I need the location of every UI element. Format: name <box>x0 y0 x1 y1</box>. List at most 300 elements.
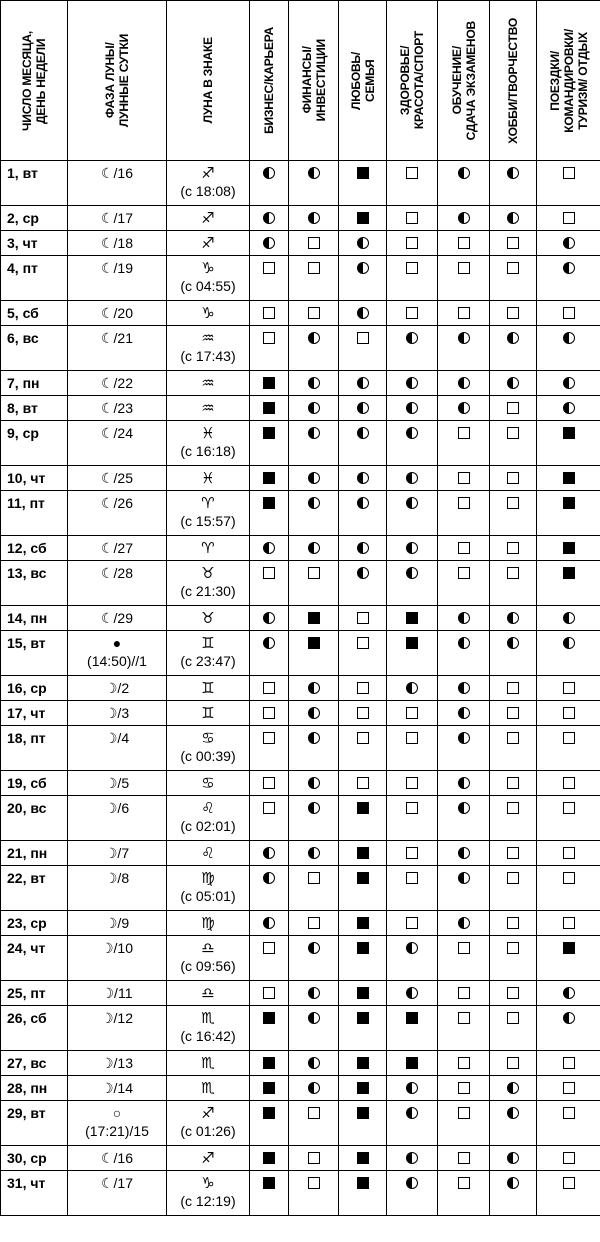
moon-phase-cell <box>68 466 167 491</box>
moon-phase-cell <box>68 701 167 726</box>
yin-yang-icon <box>263 542 275 554</box>
yin-yang-icon <box>308 987 320 999</box>
zodiac-sign-icon: ♐ <box>201 209 215 227</box>
rating-cell <box>250 536 289 561</box>
rating-cell <box>387 161 438 206</box>
empty-square-icon <box>458 1107 470 1119</box>
zodiac-sign-icon: ♎ <box>201 939 215 957</box>
zodiac-sign-icon: ♊ <box>201 634 215 652</box>
empty-square-icon <box>563 707 575 719</box>
rating-cell <box>387 1101 438 1146</box>
rating-cell <box>250 676 289 701</box>
header-finance-cell <box>289 1 339 161</box>
rating-cell <box>250 491 289 536</box>
moon-sign-cell <box>167 371 250 396</box>
empty-square-icon <box>507 472 519 484</box>
rating-cell <box>490 231 537 256</box>
rating-cell <box>289 1171 339 1216</box>
yin-yang-icon <box>308 942 320 954</box>
rating-cell <box>490 676 537 701</box>
yin-yang-icon <box>357 237 369 249</box>
rating-cell <box>387 561 438 606</box>
table-row <box>1 1146 600 1171</box>
rating-cell <box>250 206 289 231</box>
rating-cell <box>250 396 289 421</box>
day-cell: 30, ср <box>1 1146 68 1171</box>
yin-yang-icon <box>308 1057 320 1069</box>
moon-sign-cell <box>167 676 250 701</box>
rating-cell <box>438 491 490 536</box>
zodiac-sign-icon: ♒ <box>201 399 215 417</box>
table-row <box>1 771 600 796</box>
zodiac-sign-icon: ♉ <box>201 609 215 627</box>
yin-yang-icon <box>458 377 470 389</box>
moon-sign-cell <box>167 206 250 231</box>
rating-cell <box>387 1171 438 1216</box>
yin-yang-icon <box>406 332 418 344</box>
moon-sign-cell <box>167 1101 250 1146</box>
rating-cell <box>339 231 387 256</box>
empty-square-icon <box>507 427 519 439</box>
rating-cell <box>537 371 600 396</box>
empty-square-icon <box>357 707 369 719</box>
rating-cell <box>339 466 387 491</box>
moon-phase-cell <box>68 936 167 981</box>
empty-square-icon <box>308 1177 320 1189</box>
moon-phase-text: ○ <box>112 1105 122 1121</box>
moon-sign-cell <box>167 536 250 561</box>
moon-phase-text: ☽/14 <box>100 1080 133 1096</box>
yin-yang-icon <box>308 497 320 509</box>
zodiac-sign-icon: ♋ <box>201 729 215 747</box>
rating-cell <box>289 676 339 701</box>
rating-cell <box>387 256 438 301</box>
rating-cell <box>339 326 387 371</box>
zodiac-sign-icon: ♍ <box>201 869 215 887</box>
rating-cell <box>250 1101 289 1146</box>
moon-phase-cell <box>68 206 167 231</box>
empty-square-icon <box>406 237 418 249</box>
day-cell: 10, чт <box>1 466 68 491</box>
rating-cell <box>339 396 387 421</box>
empty-square-icon <box>308 567 320 579</box>
rating-cell <box>339 536 387 561</box>
yin-yang-icon <box>308 167 320 179</box>
rating-cell <box>490 561 537 606</box>
black-square-icon <box>563 427 575 439</box>
moon-phase-cell <box>68 1101 167 1146</box>
moon-sign-cell <box>167 936 250 981</box>
rating-cell <box>490 206 537 231</box>
rating-cell <box>537 701 600 726</box>
empty-square-icon <box>406 262 418 274</box>
table-row <box>1 326 600 371</box>
rating-cell <box>438 301 490 326</box>
rating-cell <box>250 1051 289 1076</box>
empty-square-icon <box>458 472 470 484</box>
rating-cell <box>438 701 490 726</box>
moon-phase-cell <box>68 1076 167 1101</box>
yin-yang-icon <box>263 612 275 624</box>
moon-phase-cell <box>68 161 167 206</box>
yin-yang-icon <box>458 212 470 224</box>
rating-cell <box>438 371 490 396</box>
rating-cell <box>537 161 600 206</box>
rating-cell <box>339 491 387 536</box>
yin-yang-icon <box>406 542 418 554</box>
rating-cell <box>490 466 537 491</box>
moon-phase-cell <box>68 301 167 326</box>
empty-square-icon <box>563 682 575 694</box>
moon-phase-cell <box>68 771 167 796</box>
rating-cell <box>339 841 387 866</box>
zodiac-sign-icon: ♓ <box>201 424 215 442</box>
rating-cell <box>339 421 387 466</box>
moon-phase-text: ☾/16 <box>100 165 133 181</box>
yin-yang-icon <box>308 1012 320 1024</box>
rating-cell <box>387 936 438 981</box>
rating-cell <box>289 1101 339 1146</box>
empty-square-icon <box>458 942 470 954</box>
day-cell: 29, вт <box>1 1101 68 1146</box>
moon-phase-text: ☾/22 <box>100 375 133 391</box>
empty-square-icon <box>563 917 575 929</box>
empty-square-icon <box>357 637 369 649</box>
moon-phase-text: ☽/6 <box>104 800 130 816</box>
rating-cell <box>537 1171 600 1216</box>
rating-cell <box>339 301 387 326</box>
rating-cell <box>250 606 289 631</box>
day-cell: 7, пн <box>1 371 68 396</box>
empty-square-icon <box>357 732 369 744</box>
header-day-cell <box>1 1 68 161</box>
rating-cell <box>490 301 537 326</box>
rating-cell <box>387 326 438 371</box>
table-row <box>1 841 600 866</box>
rating-cell <box>387 1076 438 1101</box>
empty-square-icon <box>507 847 519 859</box>
rating-cell <box>289 536 339 561</box>
empty-square-icon <box>458 1012 470 1024</box>
empty-square-icon <box>406 777 418 789</box>
moon-phase-text: ☽/3 <box>104 705 130 721</box>
rating-cell <box>387 841 438 866</box>
yin-yang-icon <box>308 732 320 744</box>
rating-cell <box>289 866 339 911</box>
rating-cell <box>250 796 289 841</box>
empty-square-icon <box>406 707 418 719</box>
empty-square-icon <box>563 847 575 859</box>
empty-square-icon <box>507 942 519 954</box>
zodiac-sign-icon: ♐ <box>201 164 215 182</box>
yin-yang-icon <box>357 472 369 484</box>
moon-phase-text: ☾/27 <box>100 540 133 556</box>
rating-cell <box>339 796 387 841</box>
rating-cell <box>339 911 387 936</box>
day-cell: 12, сб <box>1 536 68 561</box>
black-square-icon <box>357 1152 369 1164</box>
header-moon-phase: ФАЗА ЛУНЫ/ ЛУННЫЕ СУТКИ <box>103 33 131 128</box>
day-cell: 26, сб <box>1 1006 68 1051</box>
moon-phase-text: ☽/8 <box>104 870 130 886</box>
rating-cell <box>490 726 537 771</box>
moon-sign-cell <box>167 326 250 371</box>
day-cell: 28, пн <box>1 1076 68 1101</box>
empty-square-icon <box>406 847 418 859</box>
yin-yang-icon <box>458 802 470 814</box>
moon-phase-cell <box>68 981 167 1006</box>
rating-cell <box>289 771 339 796</box>
empty-square-icon <box>406 802 418 814</box>
moon-sign-cell <box>167 866 250 911</box>
rating-cell <box>250 326 289 371</box>
empty-square-icon <box>563 1177 575 1189</box>
rating-cell <box>387 1146 438 1171</box>
moon-phase-cell <box>68 796 167 841</box>
zodiac-sign-icon: ♊ <box>201 679 215 697</box>
empty-square-icon <box>458 307 470 319</box>
day-cell: 13, вс <box>1 561 68 606</box>
empty-square-icon <box>458 1177 470 1189</box>
rating-cell <box>289 491 339 536</box>
rating-cell <box>438 326 490 371</box>
empty-square-icon <box>406 167 418 179</box>
moon-phase-cell <box>68 326 167 371</box>
yin-yang-icon <box>507 167 519 179</box>
empty-square-icon <box>263 332 275 344</box>
rating-cell <box>250 161 289 206</box>
table-row <box>1 396 600 421</box>
rating-cell <box>537 631 600 676</box>
rating-cell <box>490 841 537 866</box>
day-cell: 8, вт <box>1 396 68 421</box>
empty-square-icon <box>263 777 275 789</box>
day-cell: 16, ср <box>1 676 68 701</box>
rating-cell <box>490 326 537 371</box>
rating-cell <box>250 981 289 1006</box>
yin-yang-icon <box>263 872 275 884</box>
moon-phase-cell <box>68 561 167 606</box>
rating-cell <box>289 701 339 726</box>
rating-cell <box>289 396 339 421</box>
rating-cell <box>289 1146 339 1171</box>
table-row <box>1 1171 600 1216</box>
black-square-icon <box>357 1177 369 1189</box>
rating-cell <box>250 561 289 606</box>
rating-cell <box>537 1101 600 1146</box>
rating-cell <box>537 1006 600 1051</box>
day-cell: 24, чт <box>1 936 68 981</box>
rating-cell <box>490 1101 537 1146</box>
empty-square-icon <box>406 872 418 884</box>
empty-square-icon <box>308 237 320 249</box>
empty-square-icon <box>507 1012 519 1024</box>
empty-square-icon <box>263 987 275 999</box>
rating-cell <box>339 371 387 396</box>
moon-sign-time: (с 23:47) <box>180 653 236 669</box>
rating-cell <box>438 161 490 206</box>
yin-yang-icon <box>263 212 275 224</box>
rating-cell <box>438 1146 490 1171</box>
black-square-icon <box>406 1012 418 1024</box>
moon-phase-text: ● <box>112 635 122 651</box>
rating-cell <box>490 1146 537 1171</box>
rating-cell <box>339 256 387 301</box>
empty-square-icon <box>563 1057 575 1069</box>
rating-cell <box>537 936 600 981</box>
yin-yang-icon <box>406 427 418 439</box>
moon-phase-text: ☽/9 <box>104 915 130 931</box>
yin-yang-icon <box>563 262 575 274</box>
rating-cell <box>438 771 490 796</box>
black-square-icon <box>406 1057 418 1069</box>
rating-cell <box>250 371 289 396</box>
header-moon-sign: ЛУНА В ЗНАКЕ <box>201 37 215 124</box>
yin-yang-icon <box>458 707 470 719</box>
yin-yang-icon <box>263 917 275 929</box>
rating-cell <box>339 866 387 911</box>
rating-cell <box>387 676 438 701</box>
empty-square-icon <box>458 427 470 439</box>
rating-cell <box>250 936 289 981</box>
rating-cell <box>490 606 537 631</box>
rating-cell <box>339 771 387 796</box>
yin-yang-icon <box>406 1082 418 1094</box>
rating-cell <box>387 1051 438 1076</box>
rating-cell <box>438 466 490 491</box>
yin-yang-icon <box>563 237 575 249</box>
rating-cell <box>537 1146 600 1171</box>
moon-phase-cell <box>68 231 167 256</box>
empty-square-icon <box>507 987 519 999</box>
moon-sign-time: (с 18:08) <box>180 183 236 199</box>
rating-cell <box>289 1076 339 1101</box>
table-row <box>1 466 600 491</box>
yin-yang-icon <box>563 332 575 344</box>
table-row <box>1 676 600 701</box>
zodiac-sign-icon: ♎ <box>201 984 215 1002</box>
header-business-cell <box>250 1 289 161</box>
yin-yang-icon <box>507 637 519 649</box>
empty-square-icon <box>406 732 418 744</box>
empty-square-icon <box>507 1057 519 1069</box>
zodiac-sign-icon: ♓ <box>201 469 215 487</box>
empty-square-icon <box>357 682 369 694</box>
yin-yang-icon <box>563 377 575 389</box>
empty-square-icon <box>308 872 320 884</box>
yin-yang-icon <box>458 732 470 744</box>
zodiac-sign-icon: ♏ <box>201 1079 215 1097</box>
yin-yang-icon <box>357 402 369 414</box>
yin-yang-icon <box>458 402 470 414</box>
rating-cell <box>490 396 537 421</box>
moon-phase-text: ☾/28 <box>100 565 133 581</box>
zodiac-sign-icon: ♋ <box>201 774 215 792</box>
moon-phase-cell <box>68 421 167 466</box>
rating-cell <box>339 1051 387 1076</box>
yin-yang-icon <box>263 167 275 179</box>
rating-cell <box>250 1171 289 1216</box>
moon-phase-time: (17:21)/15 <box>85 1123 149 1139</box>
empty-square-icon <box>308 1107 320 1119</box>
day-cell: 23, ср <box>1 911 68 936</box>
yin-yang-icon <box>308 682 320 694</box>
rating-cell <box>537 301 600 326</box>
rating-cell <box>387 536 438 561</box>
moon-phase-cell <box>68 841 167 866</box>
moon-phase-text: ☾/21 <box>100 330 133 346</box>
rating-cell <box>289 796 339 841</box>
table-row <box>1 1006 600 1051</box>
rating-cell <box>490 911 537 936</box>
moon-sign-time: (с 00:39) <box>180 748 236 764</box>
moon-phase-text: ☽/13 <box>100 1055 133 1071</box>
yin-yang-icon <box>308 847 320 859</box>
moon-phase-cell <box>68 371 167 396</box>
rating-cell <box>250 701 289 726</box>
rating-cell <box>490 1006 537 1051</box>
rating-cell <box>438 726 490 771</box>
zodiac-sign-icon: ♐ <box>201 1149 215 1167</box>
yin-yang-icon <box>308 402 320 414</box>
header-travel-cell <box>537 1 600 161</box>
yin-yang-icon <box>563 1012 575 1024</box>
rating-cell <box>387 396 438 421</box>
yin-yang-icon <box>357 567 369 579</box>
day-cell: 1, вт <box>1 161 68 206</box>
moon-phase-text: ☾/17 <box>100 1175 133 1191</box>
rating-cell <box>339 1101 387 1146</box>
moon-sign-cell <box>167 771 250 796</box>
moon-sign-cell <box>167 231 250 256</box>
empty-square-icon <box>458 987 470 999</box>
table-row <box>1 911 600 936</box>
moon-phase-cell <box>68 606 167 631</box>
black-square-icon <box>357 1107 369 1119</box>
header-day: ЧИСЛО МЕСЯЦА, ДЕНЬ НЕДЕЛИ <box>20 30 48 131</box>
moon-phase-text: ☾/29 <box>100 610 133 626</box>
yin-yang-icon <box>406 377 418 389</box>
day-cell: 3, чт <box>1 231 68 256</box>
rating-cell <box>537 231 600 256</box>
moon-phase-text: ☽/2 <box>104 680 130 696</box>
yin-yang-icon <box>507 1152 519 1164</box>
empty-square-icon <box>507 567 519 579</box>
rating-cell <box>250 1076 289 1101</box>
rating-cell <box>387 796 438 841</box>
rating-cell <box>250 466 289 491</box>
yin-yang-icon <box>507 1082 519 1094</box>
table-row <box>1 536 600 561</box>
empty-square-icon <box>308 307 320 319</box>
rating-cell <box>387 771 438 796</box>
black-square-icon <box>308 637 320 649</box>
zodiac-sign-icon: ♈ <box>201 539 215 557</box>
rating-cell <box>250 256 289 301</box>
rating-cell <box>438 606 490 631</box>
empty-square-icon <box>458 1082 470 1094</box>
rating-cell <box>289 326 339 371</box>
moon-sign-cell <box>167 796 250 841</box>
moon-phase-text: ☾/18 <box>100 235 133 251</box>
empty-square-icon <box>308 917 320 929</box>
moon-sign-cell <box>167 301 250 326</box>
empty-square-icon <box>458 542 470 554</box>
rating-cell <box>289 231 339 256</box>
rating-cell <box>250 1146 289 1171</box>
moon-sign-cell <box>167 1076 250 1101</box>
empty-square-icon <box>308 1152 320 1164</box>
